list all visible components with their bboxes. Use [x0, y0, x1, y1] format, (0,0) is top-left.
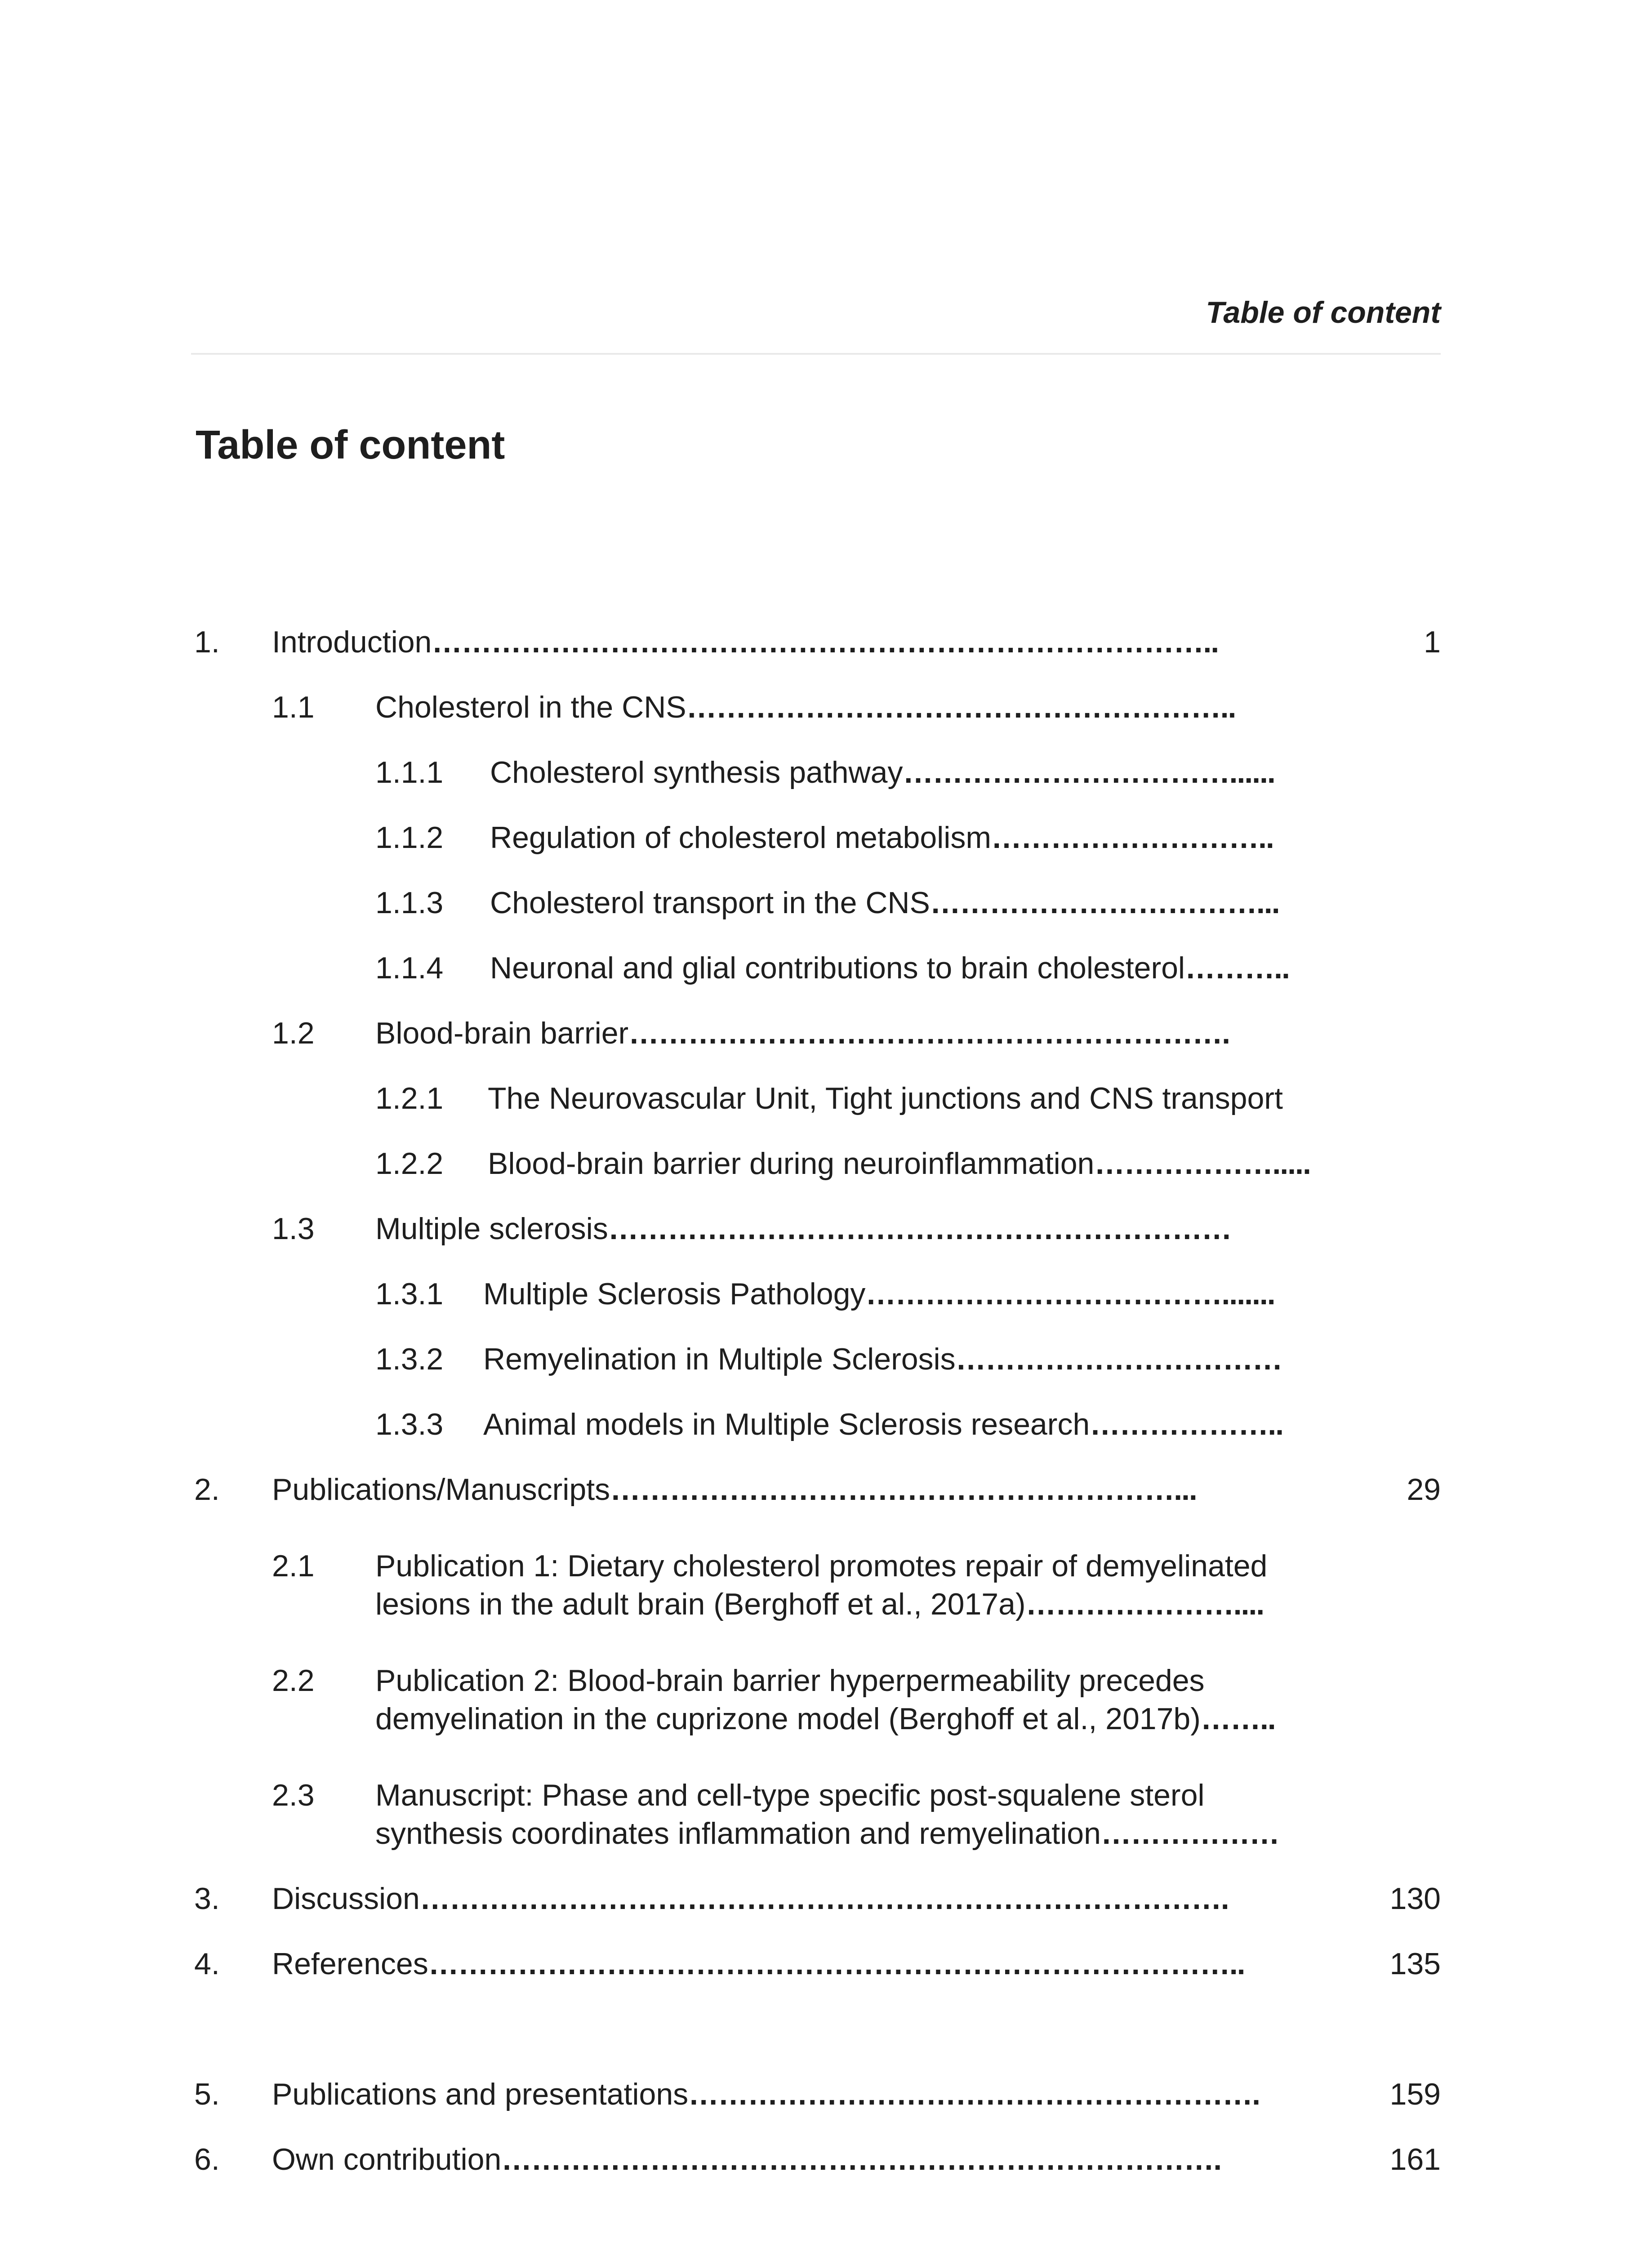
- toc-leader: ………………………………………………….: [688, 2077, 1260, 2111]
- toc-number: 1.: [194, 625, 220, 659]
- toc-number: 2.1: [272, 1549, 315, 1583]
- toc-leader: ………………………………………………..: [686, 690, 1236, 724]
- toc-title: Cholesterol in the CNS………………………………………………..: [375, 690, 1236, 724]
- toc-title: Discussion……………………………………………………………………….: [272, 1882, 1229, 1916]
- toc-leader: ………………: [1100, 1816, 1279, 1851]
- toc-leader: ………………………………………………………: [608, 1212, 1231, 1246]
- toc-leader: …………………………………………………….: [628, 1016, 1230, 1050]
- toc-title-continued: synthesis coordinates inflammation and remyelination………………: [375, 1816, 1279, 1851]
- toc-number: 1.1: [272, 690, 315, 724]
- toc-title: Multiple Sclerosis Pathology……………………………….......: [483, 1277, 1275, 1311]
- toc-number: 1.1.4: [375, 951, 444, 985]
- toc-title: Introduction……………………………………………………………………..: [272, 625, 1219, 659]
- toc-leader: ………..: [1185, 951, 1289, 985]
- toc-number: 1.3.2: [375, 1342, 444, 1376]
- toc-leader: ………………..: [1090, 1407, 1283, 1441]
- toc-leader: ……………………………: [955, 1342, 1282, 1376]
- toc-title: Publication 1: Dietary cholesterol promotes repair of demyelinated: [375, 1549, 1268, 1583]
- toc-leader: ……………………………………………………………….: [501, 2142, 1221, 2177]
- toc-title-continued: demyelination in the cuprizone model (Berghoff et al., 2017b)……..: [375, 1702, 1275, 1736]
- page-title: Table of content: [196, 423, 505, 468]
- toc-number: 5.: [194, 2077, 220, 2111]
- toc-title: Remyelination in Multiple Sclerosis……………………………: [483, 1342, 1282, 1376]
- toc-leader: ……………………………………………………………………….: [419, 1882, 1229, 1916]
- toc-title: Publication 2: Blood-brain barrier hyperpermeability precedes: [375, 1664, 1205, 1698]
- toc-page: 159: [1389, 2077, 1441, 2111]
- running-header: Table of content: [1206, 295, 1441, 330]
- toc-leader: ……………………………….......: [865, 1277, 1275, 1311]
- toc-number: 1.2.1: [375, 1081, 444, 1115]
- toc-number: 2.: [194, 1472, 220, 1507]
- toc-leader: ……………………………………………………………………..: [432, 625, 1219, 659]
- toc-leader: ……………………………...: [930, 886, 1279, 920]
- toc-page: 1: [1424, 625, 1441, 659]
- toc-title: Blood-brain barrier…………………………………………………….: [375, 1016, 1230, 1050]
- toc-leader: ………………………..: [991, 821, 1274, 855]
- toc-number: 1.2: [272, 1016, 315, 1050]
- toc-title: Animal models in Multiple Sclerosis research………………..: [483, 1407, 1283, 1441]
- toc-number: 1.1.1: [375, 755, 444, 789]
- toc-number: 4.: [194, 1947, 220, 1981]
- toc-title-continued: lesions in the adult brain (Berghoff et al., 2017a)…………………....: [375, 1587, 1264, 1621]
- toc-leader: ……………………………......: [903, 755, 1275, 789]
- header-rule: [191, 353, 1441, 355]
- toc-title: Regulation of cholesterol metabolism………………………..: [490, 821, 1274, 855]
- toc-title: Blood-brain barrier during neuroinflammation……………….....: [488, 1146, 1310, 1181]
- toc-page: 135: [1389, 1947, 1441, 1981]
- toc-title: Own contribution……………………………………………………………….: [272, 2142, 1221, 2177]
- toc-number: 1.3: [272, 1212, 315, 1246]
- toc-page: 29: [1407, 1472, 1441, 1507]
- toc-title: Multiple sclerosis………………………………………………………: [375, 1212, 1231, 1246]
- toc-title: Manuscript: Phase and cell-type specific post-squalene sterol: [375, 1778, 1205, 1812]
- toc-title: Neuronal and glial contributions to brain cholesterol………..: [490, 951, 1289, 985]
- toc-number: 1.1.3: [375, 886, 444, 920]
- toc-number: 2.2: [272, 1664, 315, 1698]
- toc-number: 2.3: [272, 1778, 315, 1812]
- toc-leader: …………………....: [1025, 1587, 1264, 1621]
- toc-number: 6.: [194, 2142, 220, 2177]
- toc-number: 1.1.2: [375, 821, 444, 855]
- toc-leader: ………………………………………………………………………..: [428, 1947, 1245, 1981]
- toc-number: 1.3.1: [375, 1277, 444, 1311]
- toc-leader: ……..: [1200, 1702, 1275, 1736]
- toc-leader: ……………….....: [1094, 1146, 1310, 1181]
- toc-number: 1.3.3: [375, 1407, 444, 1441]
- toc-title: Publications and presentations………………………………………………….: [272, 2077, 1260, 2111]
- toc-title: Cholesterol synthesis pathway……………………………......: [490, 755, 1275, 789]
- toc-page: 130: [1389, 1882, 1441, 1916]
- toc-leader: …………………………………………………...: [610, 1472, 1197, 1507]
- toc-title: Cholesterol transport in the CNS……………………………...: [490, 886, 1279, 920]
- toc-title: References………………………………………………………………………..: [272, 1947, 1245, 1981]
- toc-page: 161: [1389, 2142, 1441, 2177]
- toc-number: 3.: [194, 1882, 220, 1916]
- toc-title: Publications/Manuscripts…………………………………………………...: [272, 1472, 1197, 1507]
- toc-number: 1.2.2: [375, 1146, 444, 1181]
- toc-title: The Neurovascular Unit, Tight junctions and CNS transport: [488, 1081, 1283, 1115]
